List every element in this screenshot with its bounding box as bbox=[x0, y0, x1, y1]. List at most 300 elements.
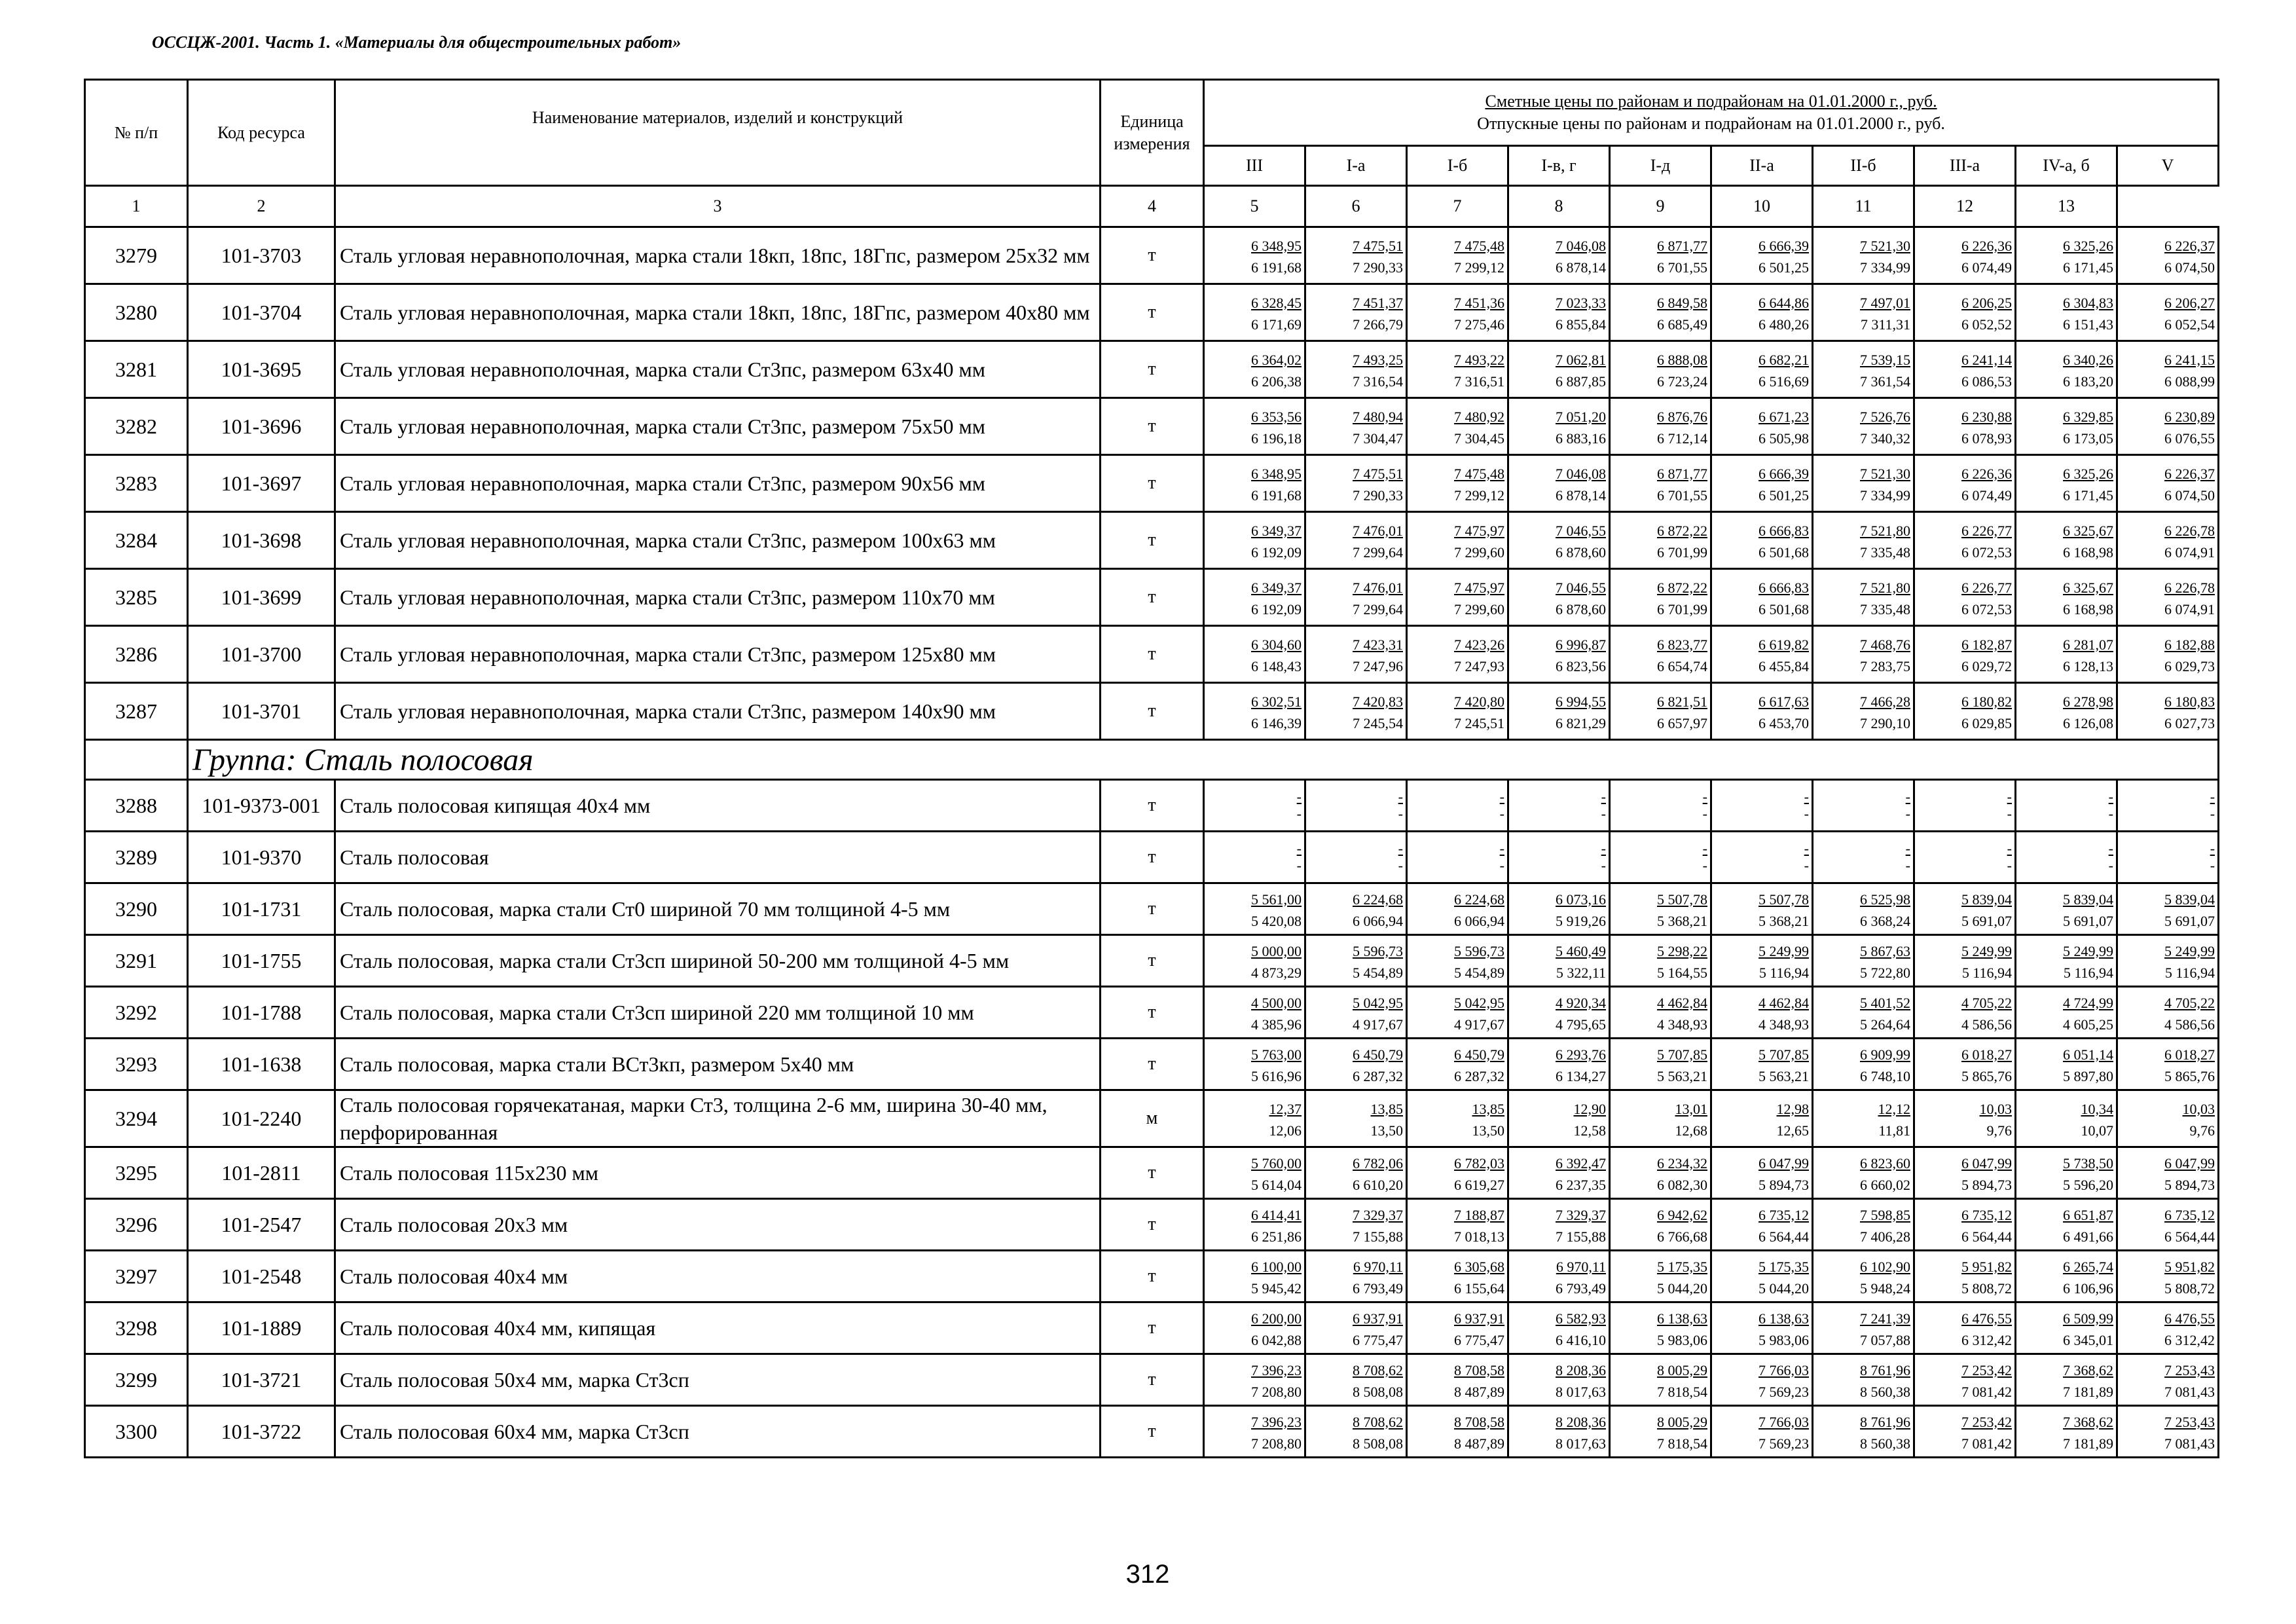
estimate-price: 7 497,01 bbox=[1860, 294, 1910, 311]
selling-price: 6 610,20 bbox=[1353, 1176, 1403, 1193]
selling-price: 5 894,73 bbox=[1961, 1176, 2012, 1193]
estimate-price: 5 460,49 bbox=[1556, 942, 1606, 959]
price-cell bbox=[1508, 341, 1610, 398]
column-number: 7 bbox=[1407, 186, 1508, 227]
selling-price: 12,65 bbox=[1776, 1122, 1809, 1139]
selling-price: 5 616,96 bbox=[1251, 1067, 1302, 1084]
price-cell bbox=[1610, 455, 1711, 512]
estimate-price: 7 475,51 bbox=[1353, 237, 1403, 254]
price-cell bbox=[2016, 284, 2117, 341]
resource-code: 101-3704 bbox=[188, 284, 335, 341]
selling-price: 6 027,73 bbox=[2164, 714, 2215, 731]
estimate-price: 7 526,76 bbox=[1860, 408, 1910, 425]
price-cell bbox=[2117, 1090, 2219, 1147]
price-cell bbox=[1508, 398, 1610, 455]
estimate-price: 7 475,97 bbox=[1454, 522, 1504, 539]
estimate-price: - bbox=[1296, 840, 1302, 857]
selling-price: 5 454,89 bbox=[1454, 964, 1504, 981]
group-row bbox=[85, 740, 2219, 780]
header-prices bbox=[1204, 80, 2219, 146]
selling-price: 5 596,20 bbox=[2063, 1176, 2113, 1193]
material-name: Сталь полосовая, марка стали Ст3сп шириной 220 мм толщиной 10 мм bbox=[335, 987, 1101, 1039]
selling-price: 6 078,93 bbox=[1961, 430, 2012, 447]
estimate-price: 6 782,06 bbox=[1353, 1154, 1403, 1172]
estimate-price: 5 249,99 bbox=[2164, 942, 2215, 959]
price-cell bbox=[2117, 1302, 2219, 1354]
header-unit: Единица измерения bbox=[1101, 80, 1204, 186]
selling-price: 12,68 bbox=[1675, 1122, 1707, 1139]
selling-price: 7 247,93 bbox=[1454, 657, 1504, 674]
price-cell bbox=[1305, 227, 1407, 284]
selling-price: 6 086,53 bbox=[1961, 373, 2012, 390]
unit-of-measure: т bbox=[1101, 512, 1204, 569]
selling-price: 6 564,44 bbox=[1961, 1228, 2012, 1245]
price-cell bbox=[1813, 935, 1914, 987]
price-cell bbox=[1407, 1302, 1508, 1354]
price-cell bbox=[1610, 935, 1711, 987]
estimate-price: 4 500,00 bbox=[1251, 994, 1302, 1011]
estimate-price: 7 598,85 bbox=[1860, 1206, 1910, 1223]
selling-price: 7 299,64 bbox=[1353, 544, 1403, 561]
estimate-price: 7 368,62 bbox=[2063, 1361, 2113, 1378]
selling-price: 6 206,38 bbox=[1251, 373, 1302, 390]
resource-code: 101-3700 bbox=[188, 626, 335, 683]
estimate-price: 5 507,78 bbox=[1758, 891, 1809, 908]
estimate-price: - bbox=[1804, 788, 1809, 805]
estimate-price: 6 325,26 bbox=[2063, 237, 2113, 254]
estimate-price: - bbox=[1905, 788, 1910, 805]
selling-price: 5 808,72 bbox=[1961, 1280, 2012, 1297]
selling-price: - bbox=[1702, 805, 1707, 822]
price-cell bbox=[1711, 1354, 1813, 1406]
price-cell bbox=[1813, 398, 1914, 455]
selling-price: 6 775,47 bbox=[1353, 1331, 1403, 1348]
selling-price: 4 873,29 bbox=[1251, 964, 1302, 981]
table-row bbox=[85, 1302, 2219, 1354]
price-cell bbox=[1711, 1251, 1813, 1302]
estimate-price: 5 763,00 bbox=[1251, 1046, 1302, 1063]
price-cell bbox=[1508, 935, 1610, 987]
selling-price: - bbox=[1702, 857, 1707, 874]
estimate-price: 6 047,99 bbox=[1758, 1154, 1809, 1172]
price-cell bbox=[2016, 1199, 2117, 1251]
price-cell bbox=[1407, 1090, 1508, 1147]
price-cell bbox=[1914, 1302, 2016, 1354]
estimate-price: 6 666,83 bbox=[1758, 579, 1809, 596]
price-cell bbox=[1610, 284, 1711, 341]
estimate-price: - bbox=[1601, 840, 1606, 857]
selling-price: 5 044,20 bbox=[1657, 1280, 1707, 1297]
selling-price: - bbox=[1804, 805, 1809, 822]
estimate-price: 6 348,95 bbox=[1251, 465, 1302, 482]
estimate-price: 6 234,32 bbox=[1657, 1154, 1707, 1172]
estimate-price: 7 521,30 bbox=[1860, 465, 1910, 482]
selling-price: 6 855,84 bbox=[1556, 316, 1606, 333]
estimate-price: 8 708,62 bbox=[1353, 1361, 1403, 1378]
unit-of-measure: т bbox=[1101, 227, 1204, 284]
selling-price: 6 106,96 bbox=[2063, 1280, 2113, 1297]
estimate-price: 6 226,37 bbox=[2164, 465, 2215, 482]
estimate-price: 6 230,89 bbox=[2164, 408, 2215, 425]
price-cell bbox=[1610, 883, 1711, 935]
price-cell bbox=[1508, 512, 1610, 569]
selling-price: 4 795,65 bbox=[1556, 1016, 1606, 1033]
estimate-price: 5 249,99 bbox=[1961, 942, 2012, 959]
price-cell bbox=[1204, 1039, 1305, 1090]
estimate-price: 13,85 bbox=[1472, 1100, 1504, 1117]
estimate-price: 7 539,15 bbox=[1860, 351, 1910, 368]
selling-price: - bbox=[2108, 805, 2113, 822]
price-cell bbox=[1813, 569, 1914, 626]
estimate-price: 6 942,62 bbox=[1657, 1206, 1707, 1223]
selling-price: 6 878,14 bbox=[1556, 487, 1606, 504]
selling-price: 7 304,45 bbox=[1454, 430, 1504, 447]
estimate-price: 7 466,28 bbox=[1860, 693, 1910, 710]
estimate-price: 6 018,27 bbox=[2164, 1046, 2215, 1063]
material-name: Сталь угловая неравнополочная, марка стали Ст3пс, размером 90х56 мм bbox=[335, 455, 1101, 512]
selling-price: 7 081,43 bbox=[2164, 1383, 2215, 1400]
estimate-price: 7 023,33 bbox=[1556, 294, 1606, 311]
selling-price: 7 057,88 bbox=[1860, 1331, 1910, 1348]
estimate-price: 5 249,99 bbox=[2063, 942, 2113, 959]
price-cell bbox=[1305, 626, 1407, 683]
estimate-price: 6 644,86 bbox=[1758, 294, 1809, 311]
selling-price: 12,06 bbox=[1269, 1122, 1302, 1139]
price-cell bbox=[2117, 512, 2219, 569]
unit-of-measure: т bbox=[1101, 341, 1204, 398]
estimate-price: 6 230,88 bbox=[1961, 408, 2012, 425]
estimate-price: 8 208,36 bbox=[1556, 1361, 1606, 1378]
selling-price: 4 385,96 bbox=[1251, 1016, 1302, 1033]
selling-price: 6 712,14 bbox=[1657, 430, 1707, 447]
unit-of-measure: т bbox=[1101, 569, 1204, 626]
price-cell bbox=[1914, 935, 2016, 987]
selling-price: 7 406,28 bbox=[1860, 1228, 1910, 1245]
price-cell bbox=[1711, 227, 1813, 284]
selling-price: 5 691,07 bbox=[2164, 912, 2215, 929]
selling-price: 5 563,21 bbox=[1657, 1067, 1707, 1084]
price-cell bbox=[1407, 569, 1508, 626]
selling-price: - bbox=[2108, 857, 2113, 874]
price-cell bbox=[1610, 341, 1711, 398]
price-cell bbox=[1914, 1354, 2016, 1406]
estimate-price: - bbox=[2007, 788, 2012, 805]
selling-price: 6 823,56 bbox=[1556, 657, 1606, 674]
selling-price: 5 116,94 bbox=[2164, 964, 2215, 981]
estimate-price: 6 450,79 bbox=[1353, 1046, 1403, 1063]
selling-price: 6 237,35 bbox=[1556, 1176, 1606, 1193]
estimate-price: 6 226,36 bbox=[1961, 237, 2012, 254]
estimate-price: 6 325,67 bbox=[2063, 579, 2113, 596]
selling-price: 8 017,63 bbox=[1556, 1435, 1606, 1452]
estimate-price: 6 782,03 bbox=[1454, 1154, 1504, 1172]
estimate-price: 8 708,62 bbox=[1353, 1413, 1403, 1430]
resource-code: 101-2547 bbox=[188, 1199, 335, 1251]
price-cell bbox=[2016, 626, 2117, 683]
selling-price: 6 134,27 bbox=[1556, 1067, 1606, 1084]
selling-price: 5 116,94 bbox=[1961, 964, 2012, 981]
selling-price: 7 335,48 bbox=[1860, 544, 1910, 561]
selling-price: - bbox=[2210, 857, 2215, 874]
estimate-price: 6 073,16 bbox=[1556, 891, 1606, 908]
selling-price: 13,50 bbox=[1370, 1122, 1403, 1139]
selling-price: 6 654,74 bbox=[1657, 657, 1707, 674]
estimate-price: 7 475,48 bbox=[1454, 465, 1504, 482]
price-cell bbox=[1204, 987, 1305, 1039]
price-cell bbox=[2016, 780, 2117, 832]
estimate-price: 7 480,94 bbox=[1353, 408, 1403, 425]
price-cell bbox=[1204, 1090, 1305, 1147]
price-cell bbox=[1914, 569, 2016, 626]
unit-of-measure: т bbox=[1101, 683, 1204, 740]
estimate-price: 7 046,08 bbox=[1556, 465, 1606, 482]
table-row bbox=[85, 569, 2219, 626]
selling-price: 6 168,98 bbox=[2063, 544, 2113, 561]
selling-price: 6 066,94 bbox=[1454, 912, 1504, 929]
estimate-price: 6 293,76 bbox=[1556, 1046, 1606, 1063]
estimate-price: 6 909,99 bbox=[1860, 1046, 1910, 1063]
price-cell bbox=[2016, 1039, 2117, 1090]
row-number: 3291 bbox=[85, 935, 188, 987]
selling-price: 6 171,45 bbox=[2063, 487, 2113, 504]
estimate-price: 6 871,77 bbox=[1657, 465, 1707, 482]
estimate-price: 7 480,92 bbox=[1454, 408, 1504, 425]
selling-price: 6 082,30 bbox=[1657, 1176, 1707, 1193]
selling-price: 5 983,06 bbox=[1657, 1331, 1707, 1348]
estimate-price: 6 849,58 bbox=[1657, 294, 1707, 311]
estimate-price: 5 596,73 bbox=[1454, 942, 1504, 959]
estimate-price: 6 224,68 bbox=[1353, 891, 1403, 908]
estimate-price: 6 348,95 bbox=[1251, 237, 1302, 254]
selling-price: 12,58 bbox=[1573, 1122, 1606, 1139]
selling-price: 7 275,46 bbox=[1454, 316, 1504, 333]
material-name: Сталь угловая неравнополочная, марка стали Ст3пс, размером 63х40 мм bbox=[335, 341, 1101, 398]
resource-code: 101-3722 bbox=[188, 1406, 335, 1458]
estimate-price: - bbox=[2210, 788, 2215, 805]
price-cell bbox=[1610, 780, 1711, 832]
price-cell bbox=[1711, 1199, 1813, 1251]
estimate-price: 6 823,77 bbox=[1657, 636, 1707, 653]
estimate-price: 12,98 bbox=[1776, 1100, 1809, 1117]
estimate-price: 6 018,27 bbox=[1961, 1046, 2012, 1063]
price-cell bbox=[1305, 1039, 1407, 1090]
table-row bbox=[85, 455, 2219, 512]
selling-price: 6 191,68 bbox=[1251, 259, 1302, 276]
price-cell bbox=[1204, 341, 1305, 398]
estimate-price: 6 671,23 bbox=[1758, 408, 1809, 425]
price-cell bbox=[1813, 341, 1914, 398]
price-cell bbox=[1508, 832, 1610, 883]
selling-price: 6 516,69 bbox=[1758, 373, 1809, 390]
selling-price: 6 564,44 bbox=[2164, 1228, 2215, 1245]
price-cell bbox=[1711, 1147, 1813, 1199]
price-cell bbox=[2117, 1354, 2219, 1406]
estimate-price: 7 396,23 bbox=[1251, 1361, 1302, 1378]
selling-price: 6 685,49 bbox=[1657, 316, 1707, 333]
row-number: 3289 bbox=[85, 832, 188, 883]
selling-price: 6 878,60 bbox=[1556, 544, 1606, 561]
price-cell bbox=[1610, 1354, 1711, 1406]
estimate-price: 5 951,82 bbox=[2164, 1258, 2215, 1275]
price-cell bbox=[1407, 227, 1508, 284]
selling-price: 5 454,89 bbox=[1353, 964, 1403, 981]
estimate-price: 5 596,73 bbox=[1353, 942, 1403, 959]
price-cell bbox=[1407, 626, 1508, 683]
material-name: Сталь угловая неравнополочная, марка стали 18кп, 18пс, 18Гпс, размером 25х32 мм bbox=[335, 227, 1101, 284]
selling-price: 6 074,91 bbox=[2164, 600, 2215, 618]
selling-price: 6 029,85 bbox=[1961, 714, 2012, 731]
selling-price: 6 505,98 bbox=[1758, 430, 1809, 447]
material-name: Сталь полосовая горячекатаная, марки Ст3, толщина 2-6 мм, ширина 30-40 мм, перфорированная bbox=[335, 1090, 1101, 1147]
resource-code: 101-1788 bbox=[188, 987, 335, 1039]
unit-of-measure: т bbox=[1101, 832, 1204, 883]
selling-price: 6 052,52 bbox=[1961, 316, 2012, 333]
selling-price: 5 919,26 bbox=[1556, 912, 1606, 929]
price-cell bbox=[1914, 683, 2016, 740]
estimate-price: 7 521,30 bbox=[1860, 237, 1910, 254]
estimate-price: 6 281,07 bbox=[2063, 636, 2113, 653]
estimate-price: 7 766,03 bbox=[1758, 1361, 1809, 1378]
material-name: Сталь угловая неравнополочная, марка стали Ст3пс, размером 140х90 мм bbox=[335, 683, 1101, 740]
selling-price: 7 290,33 bbox=[1353, 259, 1403, 276]
table-row bbox=[85, 1199, 2219, 1251]
material-name: Сталь полосовая кипящая 40х4 мм bbox=[335, 780, 1101, 832]
price-cell bbox=[1508, 1039, 1610, 1090]
region-header: I-а bbox=[1305, 146, 1407, 186]
price-cell bbox=[1508, 1302, 1610, 1354]
estimate-price: - bbox=[1296, 788, 1302, 805]
estimate-price: 4 920,34 bbox=[1556, 994, 1606, 1011]
selling-price: 5 983,06 bbox=[1758, 1331, 1809, 1348]
estimate-price: 7 046,55 bbox=[1556, 522, 1606, 539]
price-cell bbox=[1508, 569, 1610, 626]
estimate-price: 8 761,96 bbox=[1860, 1361, 1910, 1378]
estimate-price: 6 329,85 bbox=[2063, 408, 2113, 425]
estimate-price: 6 450,79 bbox=[1454, 1046, 1504, 1063]
price-cell bbox=[2016, 227, 2117, 284]
price-cell bbox=[2016, 1147, 2117, 1199]
column-number: 3 bbox=[335, 186, 1101, 227]
price-cell bbox=[1813, 1354, 1914, 1406]
price-cell bbox=[1508, 1251, 1610, 1302]
estimate-price: 6 876,76 bbox=[1657, 408, 1707, 425]
selling-price: 6 501,25 bbox=[1758, 259, 1809, 276]
selling-price: 6 455,84 bbox=[1758, 657, 1809, 674]
price-cell bbox=[1914, 987, 2016, 1039]
selling-price: 6 501,25 bbox=[1758, 487, 1809, 504]
price-cell bbox=[1407, 780, 1508, 832]
selling-price: 7 155,88 bbox=[1556, 1228, 1606, 1245]
price-cell bbox=[1813, 1302, 1914, 1354]
estimate-price: 7 046,08 bbox=[1556, 237, 1606, 254]
estimate-price: 7 329,37 bbox=[1556, 1206, 1606, 1223]
estimate-price: 5 042,95 bbox=[1353, 994, 1403, 1011]
estimate-price: 7 475,97 bbox=[1454, 579, 1504, 596]
estimate-price: 6 994,55 bbox=[1556, 693, 1606, 710]
selling-price: 6 192,09 bbox=[1251, 544, 1302, 561]
selling-price: 7 208,80 bbox=[1251, 1435, 1302, 1452]
estimate-price: - bbox=[1702, 840, 1707, 857]
estimate-price: 13,85 bbox=[1370, 1100, 1403, 1117]
selling-price: - bbox=[1499, 857, 1504, 874]
estimate-price: - bbox=[1905, 840, 1910, 857]
price-cell bbox=[1610, 832, 1711, 883]
price-cell bbox=[1508, 455, 1610, 512]
row-number: 3299 bbox=[85, 1354, 188, 1406]
estimate-price: 6 328,45 bbox=[1251, 294, 1302, 311]
estimate-price: 5 839,04 bbox=[2063, 891, 2113, 908]
estimate-price: 6 226,78 bbox=[2164, 522, 2215, 539]
estimate-price: - bbox=[1398, 788, 1403, 805]
price-cell bbox=[2016, 883, 2117, 935]
selling-price: 6 564,44 bbox=[1758, 1228, 1809, 1245]
selling-price: 7 299,64 bbox=[1353, 600, 1403, 618]
price-cell bbox=[1407, 512, 1508, 569]
table-row bbox=[85, 1406, 2219, 1458]
price-cell bbox=[2016, 683, 2117, 740]
selling-price: 6 183,20 bbox=[2063, 373, 2113, 390]
material-name: Сталь полосовая, марка стали ВСт3кп, размером 5х40 мм bbox=[335, 1039, 1101, 1090]
estimate-price: 12,37 bbox=[1269, 1100, 1302, 1117]
selling-price: 6 155,64 bbox=[1454, 1280, 1504, 1297]
estimate-price: 6 182,87 bbox=[1961, 636, 2012, 653]
price-cell bbox=[1204, 1406, 1305, 1458]
selling-price: 8 487,89 bbox=[1454, 1383, 1504, 1400]
resource-code: 101-3696 bbox=[188, 398, 335, 455]
price-cell bbox=[1204, 227, 1305, 284]
price-cell bbox=[1305, 1090, 1407, 1147]
estimate-price: 5 000,00 bbox=[1251, 942, 1302, 959]
estimate-price: 6 224,68 bbox=[1454, 891, 1504, 908]
resource-code: 101-2548 bbox=[188, 1251, 335, 1302]
selling-price: 5 614,04 bbox=[1251, 1176, 1302, 1193]
column-number: 9 bbox=[1610, 186, 1711, 227]
material-name: Сталь полосовая 50х4 мм, марка Ст3сп bbox=[335, 1354, 1101, 1406]
price-cell bbox=[2016, 1354, 2117, 1406]
estimate-price: 4 705,22 bbox=[2164, 994, 2215, 1011]
selling-price: 6 029,72 bbox=[1961, 657, 2012, 674]
estimate-price: 7 253,43 bbox=[2164, 1361, 2215, 1378]
table-row bbox=[85, 935, 2219, 987]
price-cell bbox=[1610, 398, 1711, 455]
material-name: Сталь полосовая, марка стали Ст3сп шириной 50-200 мм толщиной 4-5 мм bbox=[335, 935, 1101, 987]
selling-price: 7 245,54 bbox=[1353, 714, 1403, 731]
column-number: 4 bbox=[1101, 186, 1204, 227]
price-cell bbox=[1813, 284, 1914, 341]
estimate-price: 5 707,85 bbox=[1657, 1046, 1707, 1063]
price-cell bbox=[1711, 284, 1813, 341]
estimate-price: 7 188,87 bbox=[1454, 1206, 1504, 1223]
selling-price: 4 917,67 bbox=[1353, 1016, 1403, 1033]
column-number: 11 bbox=[1813, 186, 1914, 227]
material-name: Сталь полосовая 40х4 мм bbox=[335, 1251, 1101, 1302]
estimate-price: 6 666,39 bbox=[1758, 465, 1809, 482]
price-cell bbox=[1813, 987, 1914, 1039]
selling-price: 6 766,68 bbox=[1657, 1228, 1707, 1245]
price-cell bbox=[1305, 455, 1407, 512]
price-cell bbox=[2016, 832, 2117, 883]
estimate-price: 5 867,63 bbox=[1860, 942, 1910, 959]
price-cell bbox=[1407, 1039, 1508, 1090]
price-cell bbox=[2117, 1406, 2219, 1458]
selling-price: 6 701,99 bbox=[1657, 600, 1707, 618]
price-cell bbox=[1305, 398, 1407, 455]
header-name: Наименование материалов, изделий и конструкций bbox=[335, 80, 1101, 186]
price-cell bbox=[1305, 1406, 1407, 1458]
estimate-price: 6 617,63 bbox=[1758, 693, 1809, 710]
price-cell bbox=[1305, 569, 1407, 626]
header-no: № п/п bbox=[85, 80, 188, 186]
